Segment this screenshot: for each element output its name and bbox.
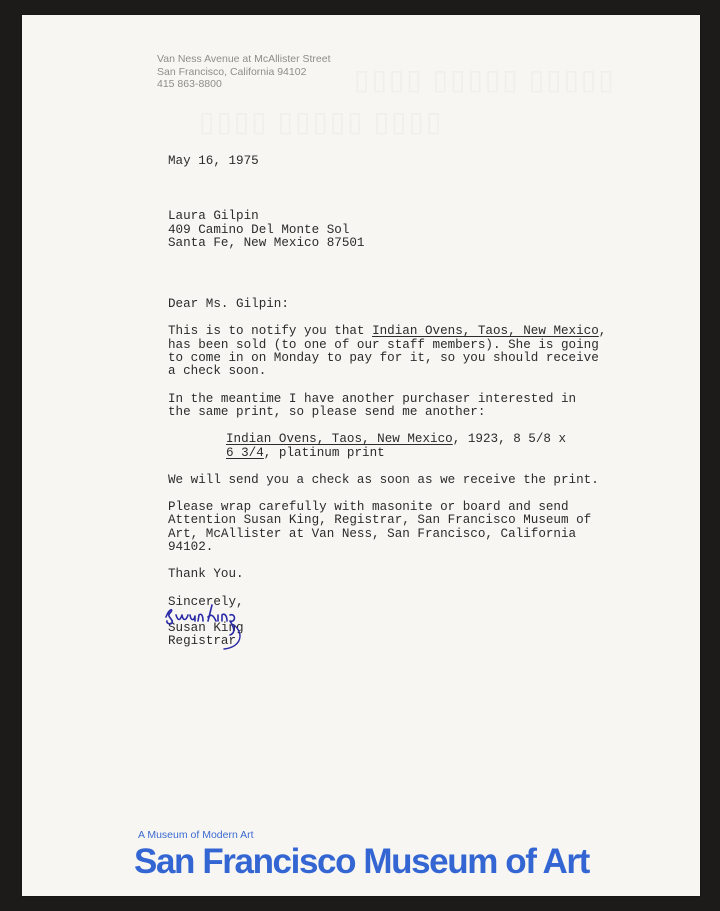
footer-museum-name: San Francisco Museum of Art xyxy=(134,842,589,881)
p1-comma: , xyxy=(598,324,607,339)
p4-line1: Please wrap carefully with masonite or board and send xyxy=(168,500,569,515)
thanks: Thank You. xyxy=(168,567,244,582)
letterhead-phone: 415 863-8800 xyxy=(157,78,222,90)
p4-line2: Attention Susan King, Registrar, San Francisco Museum of xyxy=(168,513,592,528)
letterhead-street: Van Ness Avenue at McAllister Street xyxy=(157,53,331,65)
signer-name: Susan King xyxy=(168,620,244,635)
paragraph-payment: We will send you a check as soon as we receive the print. xyxy=(168,472,599,487)
print-details xyxy=(168,433,628,460)
print-medium: , platinum print xyxy=(263,445,385,460)
recipient-city: Santa Fe, New Mexico 87501 xyxy=(168,235,365,250)
paragraph-shipping xyxy=(168,501,628,554)
show-through-ghost: ▯▯▯▯▯ ▯▯▯▯▯ ▯▯▯▯ xyxy=(352,65,614,96)
p1-text: This is to notify you that xyxy=(168,324,373,339)
letter-date: May 16, 1975 xyxy=(168,154,259,168)
p4-line3: Art, McAllister at Van Ness, San Francisco, California xyxy=(168,526,577,541)
print-title: Indian Ovens, Taos, New Mexico xyxy=(372,324,599,339)
p1-line2: has been sold (to one of our staff members). She is going xyxy=(168,337,599,352)
p4-line4: 94102. xyxy=(168,540,214,555)
paragraph-request xyxy=(168,393,628,420)
print-title-detail: Indian Ovens, Taos, New Mexico xyxy=(226,432,453,447)
p1-line3: to come in on Monday to pay for it, so you should receive xyxy=(168,351,599,366)
show-through-ghost: ▯▯▯▯ ▯▯▯▯▯ ▯▯▯▯ xyxy=(197,107,442,138)
closing: Sincerely, xyxy=(168,594,244,609)
letterhead-address xyxy=(157,53,331,91)
print-dimension: 6 3/4 xyxy=(226,445,264,460)
p2-line2: the same print, so please send me another: xyxy=(168,404,486,419)
letterhead-city: San Francisco, California 94102 xyxy=(157,65,307,78)
recipient-street: 409 Camino Del Monte Sol xyxy=(168,222,350,237)
p2-line1: In the meantime I have another purchaser interested in xyxy=(168,391,577,406)
letter-body xyxy=(168,155,628,649)
signature-block xyxy=(168,609,628,649)
print-year-size: , 1923, 8 5/8 x xyxy=(452,432,567,447)
letter-page xyxy=(22,15,700,896)
recipient-name: Laura Gilpin xyxy=(168,209,259,224)
recipient-block xyxy=(168,210,628,250)
signer-title: Registrar xyxy=(168,634,237,649)
paragraph-notification xyxy=(168,325,628,378)
salutation: Dear Ms. Gilpin: xyxy=(168,297,289,312)
handwritten-signature xyxy=(164,603,244,651)
p1-line4: a check soon. xyxy=(168,364,267,379)
footer-tagline: A Museum of Modern Art xyxy=(138,829,254,841)
